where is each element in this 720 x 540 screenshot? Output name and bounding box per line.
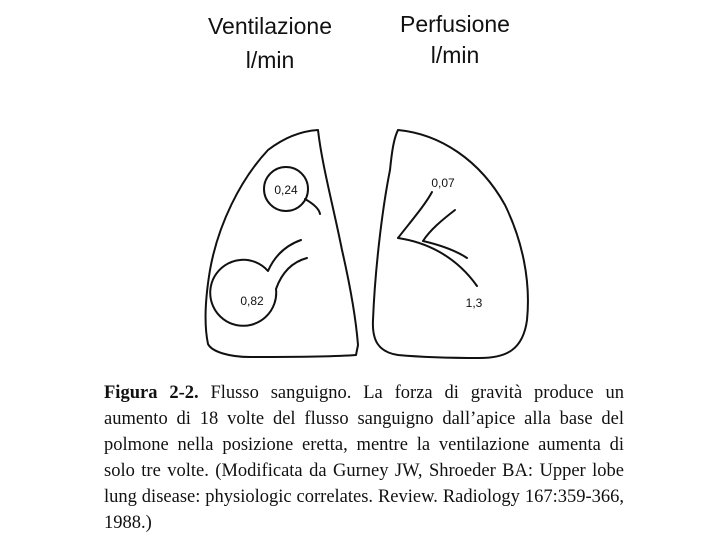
left-apex-value: 0,24 <box>274 183 298 197</box>
right-lung-outline <box>373 130 528 358</box>
left-base-alveolus <box>210 240 307 326</box>
figure-caption <box>104 380 624 536</box>
left-base-value: 0,82 <box>240 294 264 308</box>
ventilation-unit: l/min <box>245 47 295 73</box>
right-vessel-mid <box>423 210 455 241</box>
right-base-value: 1,3 <box>465 296 483 310</box>
ventilation-title: Ventilazione <box>207 13 333 39</box>
perfusion-title: Perfusione <box>400 11 510 37</box>
right-apex-value: 0,07 <box>431 176 455 190</box>
perfusion-unit: l/min <box>430 42 480 68</box>
caption-text: Flusso sanguigno. La forza di gravità produce un aumento di 18 volte del flusso sanguigno dall’apice alla base del polmone nella posizione eretta, mentre la ventilazione aumenta di solo tre volte. (Modificata da Gurney JW, Shroeder BA: Upper lobe lung disease: physiologic correlates. Review. Radiology 167:359-366, 1988.) <box>104 383 624 533</box>
right-vessel-upper <box>398 192 432 238</box>
caption-label: Figura 2-2. <box>104 383 199 403</box>
left-apex-airway <box>305 199 320 214</box>
